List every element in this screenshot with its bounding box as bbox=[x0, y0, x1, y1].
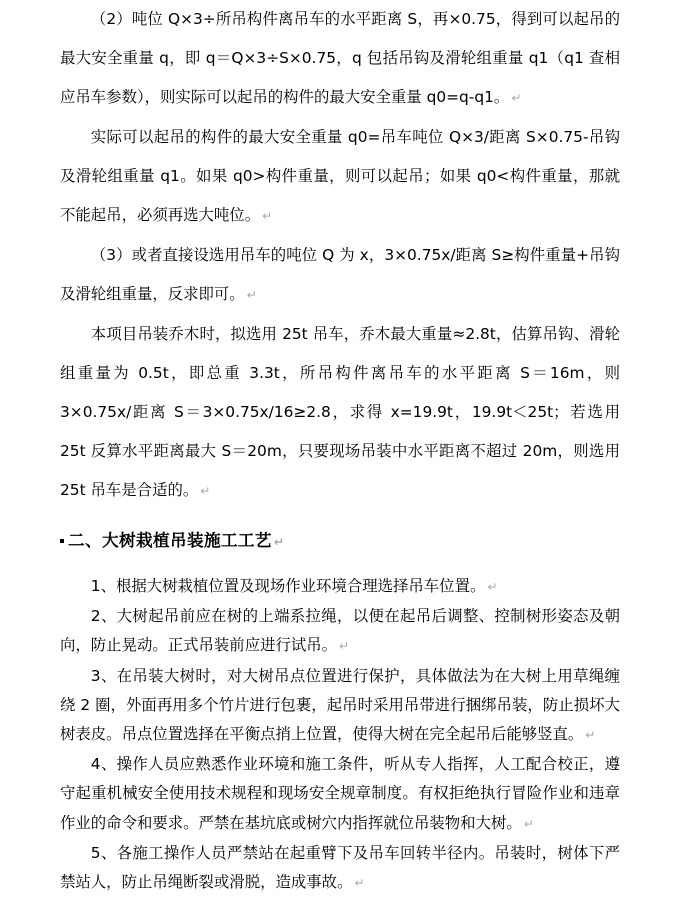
section-heading bbox=[60, 521, 620, 562]
paragraph-mark-icon: ↵ bbox=[339, 639, 350, 654]
list-item-5-text: 5、各施工操作人员严禁站在起重臂下及吊车回转半径内。吊装时，树体下严禁站人，防止吊绳断裂或滑脱，造成事故。 bbox=[60, 843, 620, 892]
paragraph-formula-3 bbox=[60, 236, 620, 315]
section-heading-label: 二、大树栽植吊装施工工艺 bbox=[68, 530, 272, 550]
document-body bbox=[60, 0, 620, 898]
list-item-5 bbox=[60, 839, 620, 898]
list-item-1-text: 1、根据大树栽植位置及现场作业环境合理选择吊车位置。 bbox=[90, 577, 486, 595]
paragraph-mark-icon: ↵ bbox=[511, 91, 522, 105]
paragraph-formula-2 bbox=[60, 0, 620, 118]
section-spacer bbox=[60, 511, 620, 521]
paragraph-mark-icon: ↵ bbox=[200, 484, 211, 498]
paragraph-mark-icon: ↵ bbox=[354, 876, 365, 891]
list-item-3-text: 3、在吊装大树时，对大树吊点位置进行保护，具体做法为在大树上用草绳缠绕 2 圈，外面再用多个竹片进行包裹，起吊时采用吊带进行捆绑吊装，防止损坏大树表皮。吊点位置选择在平衡点捎上位置，使得大树在完全起吊后能够竖直。 bbox=[60, 666, 620, 744]
paragraph-mark-icon: ↵ bbox=[487, 580, 498, 594]
paragraph-mark-icon: ↵ bbox=[273, 535, 285, 549]
paragraph-mark-icon: ↵ bbox=[585, 728, 596, 743]
list-item-2 bbox=[60, 602, 620, 661]
paragraph-actual-capacity bbox=[60, 118, 620, 236]
paragraph-mark-icon: ↵ bbox=[523, 816, 534, 831]
square-bullet-icon bbox=[60, 539, 64, 543]
list-item-1 bbox=[60, 572, 620, 602]
paragraph-mark-icon: ↵ bbox=[246, 288, 257, 302]
paragraph-project-case-text: 本项目吊装乔木时，拟选用 25t 吊车，乔木最大重量≈2.8t，估算吊钩、滑轮组重量为 0.5t，即总重 3.3t，所吊构件离吊车的水平距离 S＝16m，则 3×0.75x/距离 S＝3×0.75x/16≥2.8，求得 x=19.9t，19.9t＜25t；若选用 25t 反算水平距离最大 S＝20m，只要现场吊装中水平距离不超过 20m，则选用 25t 吊车是合适的。 bbox=[60, 325, 620, 499]
paragraph-mark-icon: ↵ bbox=[262, 209, 273, 223]
heading-spacer bbox=[60, 562, 620, 572]
paragraph-formula-2-text: （2）吨位 Q×3÷所吊构件离吊车的水平距离 S，再×0.75，得到可以起吊的最大安全重量 q，即 q＝Q×3÷S×0.75，q 包括吊钩及滑轮组重量 q1（q1 查相应吊车参数），则实际可以起吊的构件的最大安全重量 q0=q-q1。 bbox=[60, 10, 620, 106]
list-item-4 bbox=[60, 750, 620, 839]
list-item-3 bbox=[60, 662, 620, 751]
paragraph-project-case bbox=[60, 315, 620, 511]
list-item-4-text: 4、操作人员应熟悉作业环境和施工条件，听从专人指挥，人工配合校正，遵守起重机械安全使用技术规程和现场安全规章制度。有权拒绝执行冒险作业和违章作业的命令和要求。严禁在基坑底或树穴内指挥就位吊装物和大树。 bbox=[60, 755, 620, 832]
list-item-2-text: 2、大树起吊前应在树的上端系拉绳，以便在起吊后调整、控制树形姿态及朝向，防止晃动。正式吊装前应进行试吊。 bbox=[60, 607, 620, 655]
paragraph-actual-capacity-text: 实际可以起吊的构件的最大安全重量 q0=吊车吨位 Q×3/距离 S×0.75-吊钩及滑轮组重量 q1。如果 q0>构件重量，则可以起吊；如果 q0<构件重量，那就不能起吊，必须再选大吨位。 bbox=[60, 128, 620, 224]
paragraph-formula-3-text: （3）或者直接设选用吊车的吨位 Q 为 x，3×0.75x/距离 S≥构件重量+吊钩及滑轮组重量，反求即可。 bbox=[60, 246, 620, 303]
